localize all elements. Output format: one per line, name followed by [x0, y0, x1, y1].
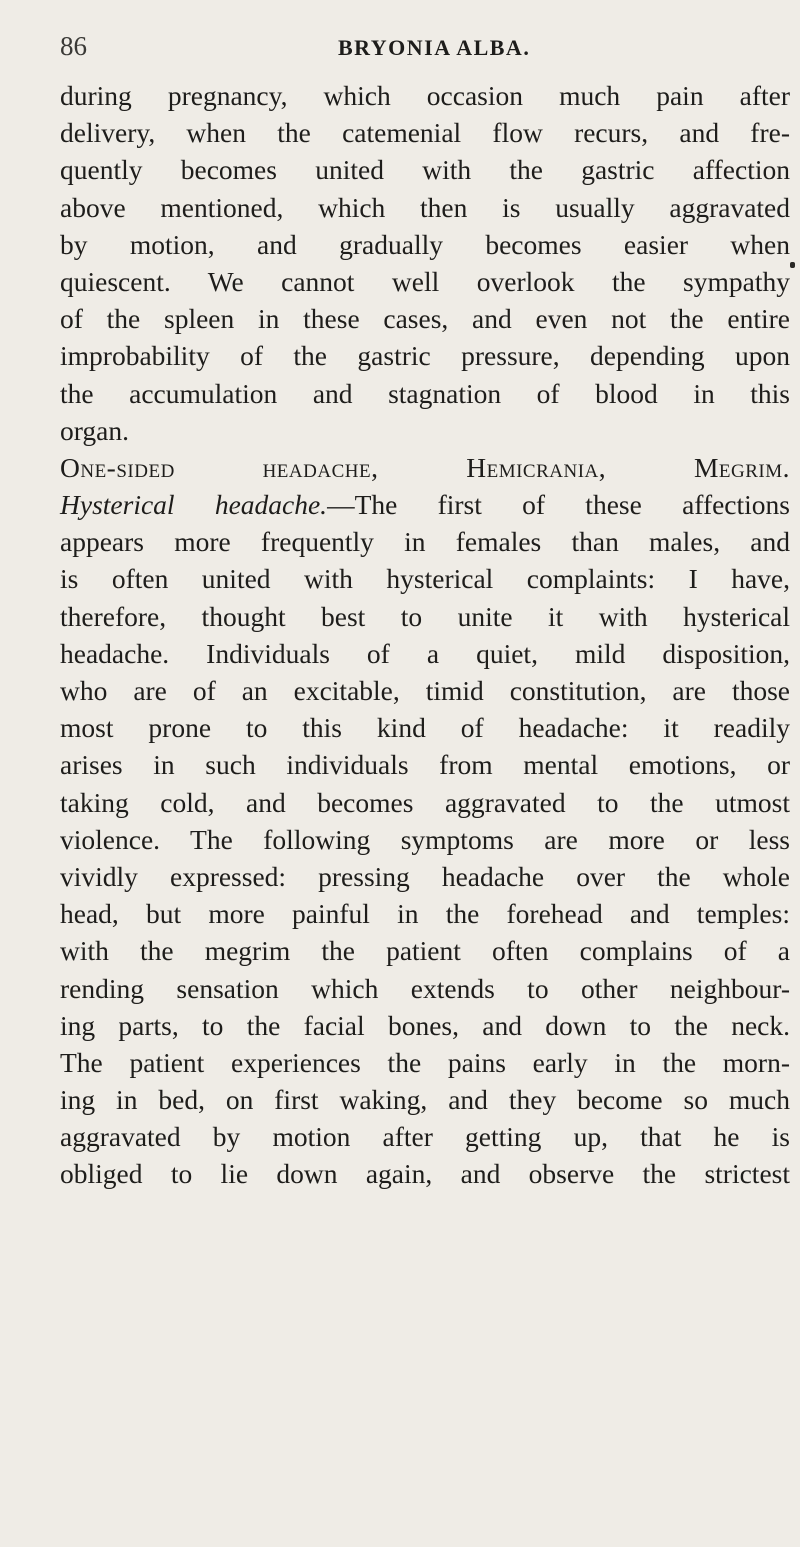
text-line: above mentioned, which then is usually aggravated	[60, 191, 790, 223]
text-line: therefore, thought best to unite it with hysterical	[60, 600, 790, 632]
running-head: BRYONIA ALBA.	[338, 35, 531, 60]
text-line: The patient experiences the pains early in the morn-	[60, 1046, 790, 1078]
subheading-line	[60, 486, 790, 523]
text-line: improbability of the gastric pressure, depending upon	[60, 340, 790, 372]
text-line: obliged to lie down again, and observe the strictest	[60, 1158, 790, 1190]
text-line: of the spleen in these cases, and even not the entire	[60, 303, 790, 335]
text-line: arises in such individuals from mental emotions, or	[60, 749, 790, 781]
text-line: organ.	[60, 414, 129, 446]
page-header	[60, 26, 800, 66]
text-line: head, but more painful in the forehead and temples:	[60, 898, 790, 930]
text-line: who are of an excitable, timid constitution, are those	[60, 675, 790, 706]
body-text	[60, 77, 800, 1193]
text-line: appears more frequently in females than males, and	[60, 526, 790, 558]
text-line: is often united with hysterical complaints: I have,	[60, 563, 790, 595]
text-line: violence. The following symptoms are more or less	[60, 823, 790, 855]
text-line: during pregnancy, which occasion much pain after	[60, 80, 790, 111]
text-line: quiescent. We cannot well overlook the sympathy	[60, 265, 790, 297]
text-line: delivery, when the catemenial flow recurs, and fre-	[60, 117, 790, 149]
text-line: rending sensation which extends to other neighbour-	[60, 972, 790, 1004]
section-heading: One-sided headache, Hemicrania, Megrim.	[60, 451, 790, 483]
text-line: quently becomes united with the gastric affection	[60, 154, 790, 186]
text-line: with the megrim the patient often complains of a	[60, 935, 790, 967]
subheading-rest: —The first of these affections	[327, 489, 790, 521]
text-line: most prone to this kind of headache: it readily	[60, 712, 790, 744]
text-line: taking cold, and becomes aggravated to the utmost	[60, 786, 790, 818]
text-line: ing in bed, on first waking, and they become so much	[60, 1084, 790, 1116]
text-line: vividly expressed: pressing headache over the whole	[60, 860, 790, 892]
subheading-italic: Hysterical headache.	[60, 489, 328, 521]
text-line: headache. Individuals of a quiet, mild disposition,	[60, 637, 790, 669]
text-line: the accumulation and stagnation of blood in this	[60, 377, 790, 409]
text-line: by motion, and gradually becomes easier when	[60, 228, 790, 260]
text-line: aggravated by motion after getting up, that he is	[60, 1121, 790, 1153]
page-number: 86	[60, 31, 87, 61]
text-line: ing parts, to the facial bones, and down to the neck.	[60, 1009, 790, 1041]
